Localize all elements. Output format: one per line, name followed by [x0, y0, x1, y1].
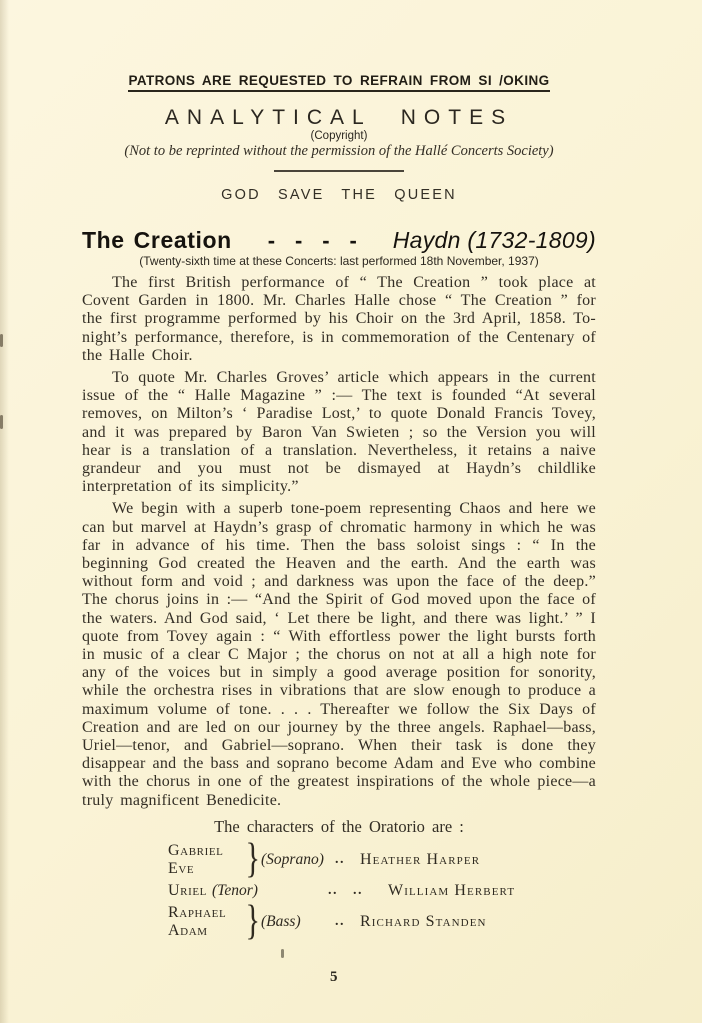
reprint-notice: (Not to be reprinted without the permission of the Hallé Concerts Society)	[124, 143, 554, 159]
cast-performer: Heather Harper	[360, 850, 481, 868]
anthem-line: GOD SAVE THE QUEEN	[221, 187, 457, 203]
cast-name: Uriel	[168, 881, 207, 899]
cast-name: Adam	[168, 921, 208, 939]
cast-row-bass	[168, 897, 596, 944]
cast-voice: (Soprano)	[261, 850, 324, 868]
body-paragraph-3: We begin with a superb tone-poem representing Chaos and here we can but marvel at Haydn’s grasp of chromatic harmony in which he was far in advance of his time. Then the bass soloist sings : “ In the beginning God created the Heaven and the earth. And the earth was without form and void ; and darkness was upon the face of the deep.” The chorus joins in :— “And the Spirit of God moved upon the face of the waters. And God said, ‘ Let there be light, and there was light.’ ” I quote from Tovey again : “ With effortless power the light bursts forth in music of a clear C Major ; the chorus on not at all a high note for any of the voices but in simply a good average position for sonority, while the orchestra rises in vibrations that are slow enough to produce a maximum volume of tone. . . . Thereafter we follow the Six Days of Creation and are led on our journey by the three angels. Raphael—bass, Uriel—tenor, and Gabriel—soprano. When their task is done they disappear and the bass and soprano become Adam and Eve who combine with the chorus in one of the greatest inspirations of the whole piece—a truly magnificent Benedicite.	[82, 500, 596, 809]
smoking-notice	[82, 72, 596, 92]
cast-list	[82, 835, 596, 944]
cast-voice: (Bass)	[261, 912, 301, 930]
work-dash: -	[294, 228, 303, 253]
dot-leader: ..	[328, 882, 338, 898]
dot-leader: ..	[353, 882, 363, 898]
divider-rule	[274, 170, 404, 172]
scan-artifact	[0, 334, 3, 347]
brace-glyph: }	[245, 897, 261, 944]
work-title: The Creation	[82, 227, 232, 253]
work-dash-separator	[232, 228, 393, 254]
copyright-line: (Copyright)	[310, 130, 368, 142]
cast-name: Eve	[168, 859, 195, 877]
cast-name: Gabriel	[168, 841, 224, 859]
cast-names	[168, 842, 243, 878]
cast-row-soprano	[168, 835, 596, 882]
smoking-notice-text: PATRONS ARE REQUESTED TO REFRAIN FROM SI /OKING	[128, 73, 549, 92]
work-dash: -	[267, 228, 276, 253]
cast-heading: The characters of the Oratorio are :	[214, 816, 464, 836]
brace-glyph: }	[245, 835, 261, 882]
performance-note: (Twenty-sixth time at these Concerts: last performed 18th November, 1937)	[139, 254, 539, 268]
work-dash: -	[349, 228, 357, 253]
cast-performer: Richard Standen	[360, 912, 487, 930]
cast-name: Raphael	[168, 903, 227, 921]
cast-voice: (Tenor)	[212, 881, 258, 899]
dot-leader: ..	[335, 913, 345, 929]
scan-artifact	[281, 949, 284, 958]
analytical-notes-title: ANALYTICAL NOTES	[164, 106, 514, 129]
scan-artifact	[0, 415, 3, 429]
cast-performer: William Herbert	[388, 881, 516, 899]
page-content	[82, 0, 596, 944]
cast-row-tenor	[168, 882, 596, 900]
body-paragraph-2: To quote Mr. Charles Groves’ article which appears in the current issue of the “ Halle Magazine ” :— The text is founded “At several removes, on Milton’s ‘ Paradise Lost,’ to quote Donald Francis Tovey, and it was prepared by Baron Van Swieten ; so the Version you will hear is a translation of a translation. Nevertheless, it retains a naive grandeur and you must not be dismayed at Haydn’s childlike interpretation of its simplicity.”	[82, 369, 596, 496]
page-number: 5	[330, 969, 338, 985]
work-dash: -	[322, 228, 330, 253]
composer-name: Haydn (1732-1809)	[392, 227, 596, 253]
cast-names	[168, 904, 243, 940]
body-paragraph-1: The first British performance of “ The Creation ” took place at Covent Garden in 1800. Mr. Charles Halle chose “ The Creation ” for the first programme performed by his Choir on the 3rd April, 1858. To-night’s performance, therefore, is in commemoration of the Centenary of the Halle Choir.	[82, 274, 596, 364]
dot-leader: ..	[335, 851, 345, 867]
left-edge-shadow	[0, 0, 9, 1023]
work-title-row	[82, 227, 596, 254]
